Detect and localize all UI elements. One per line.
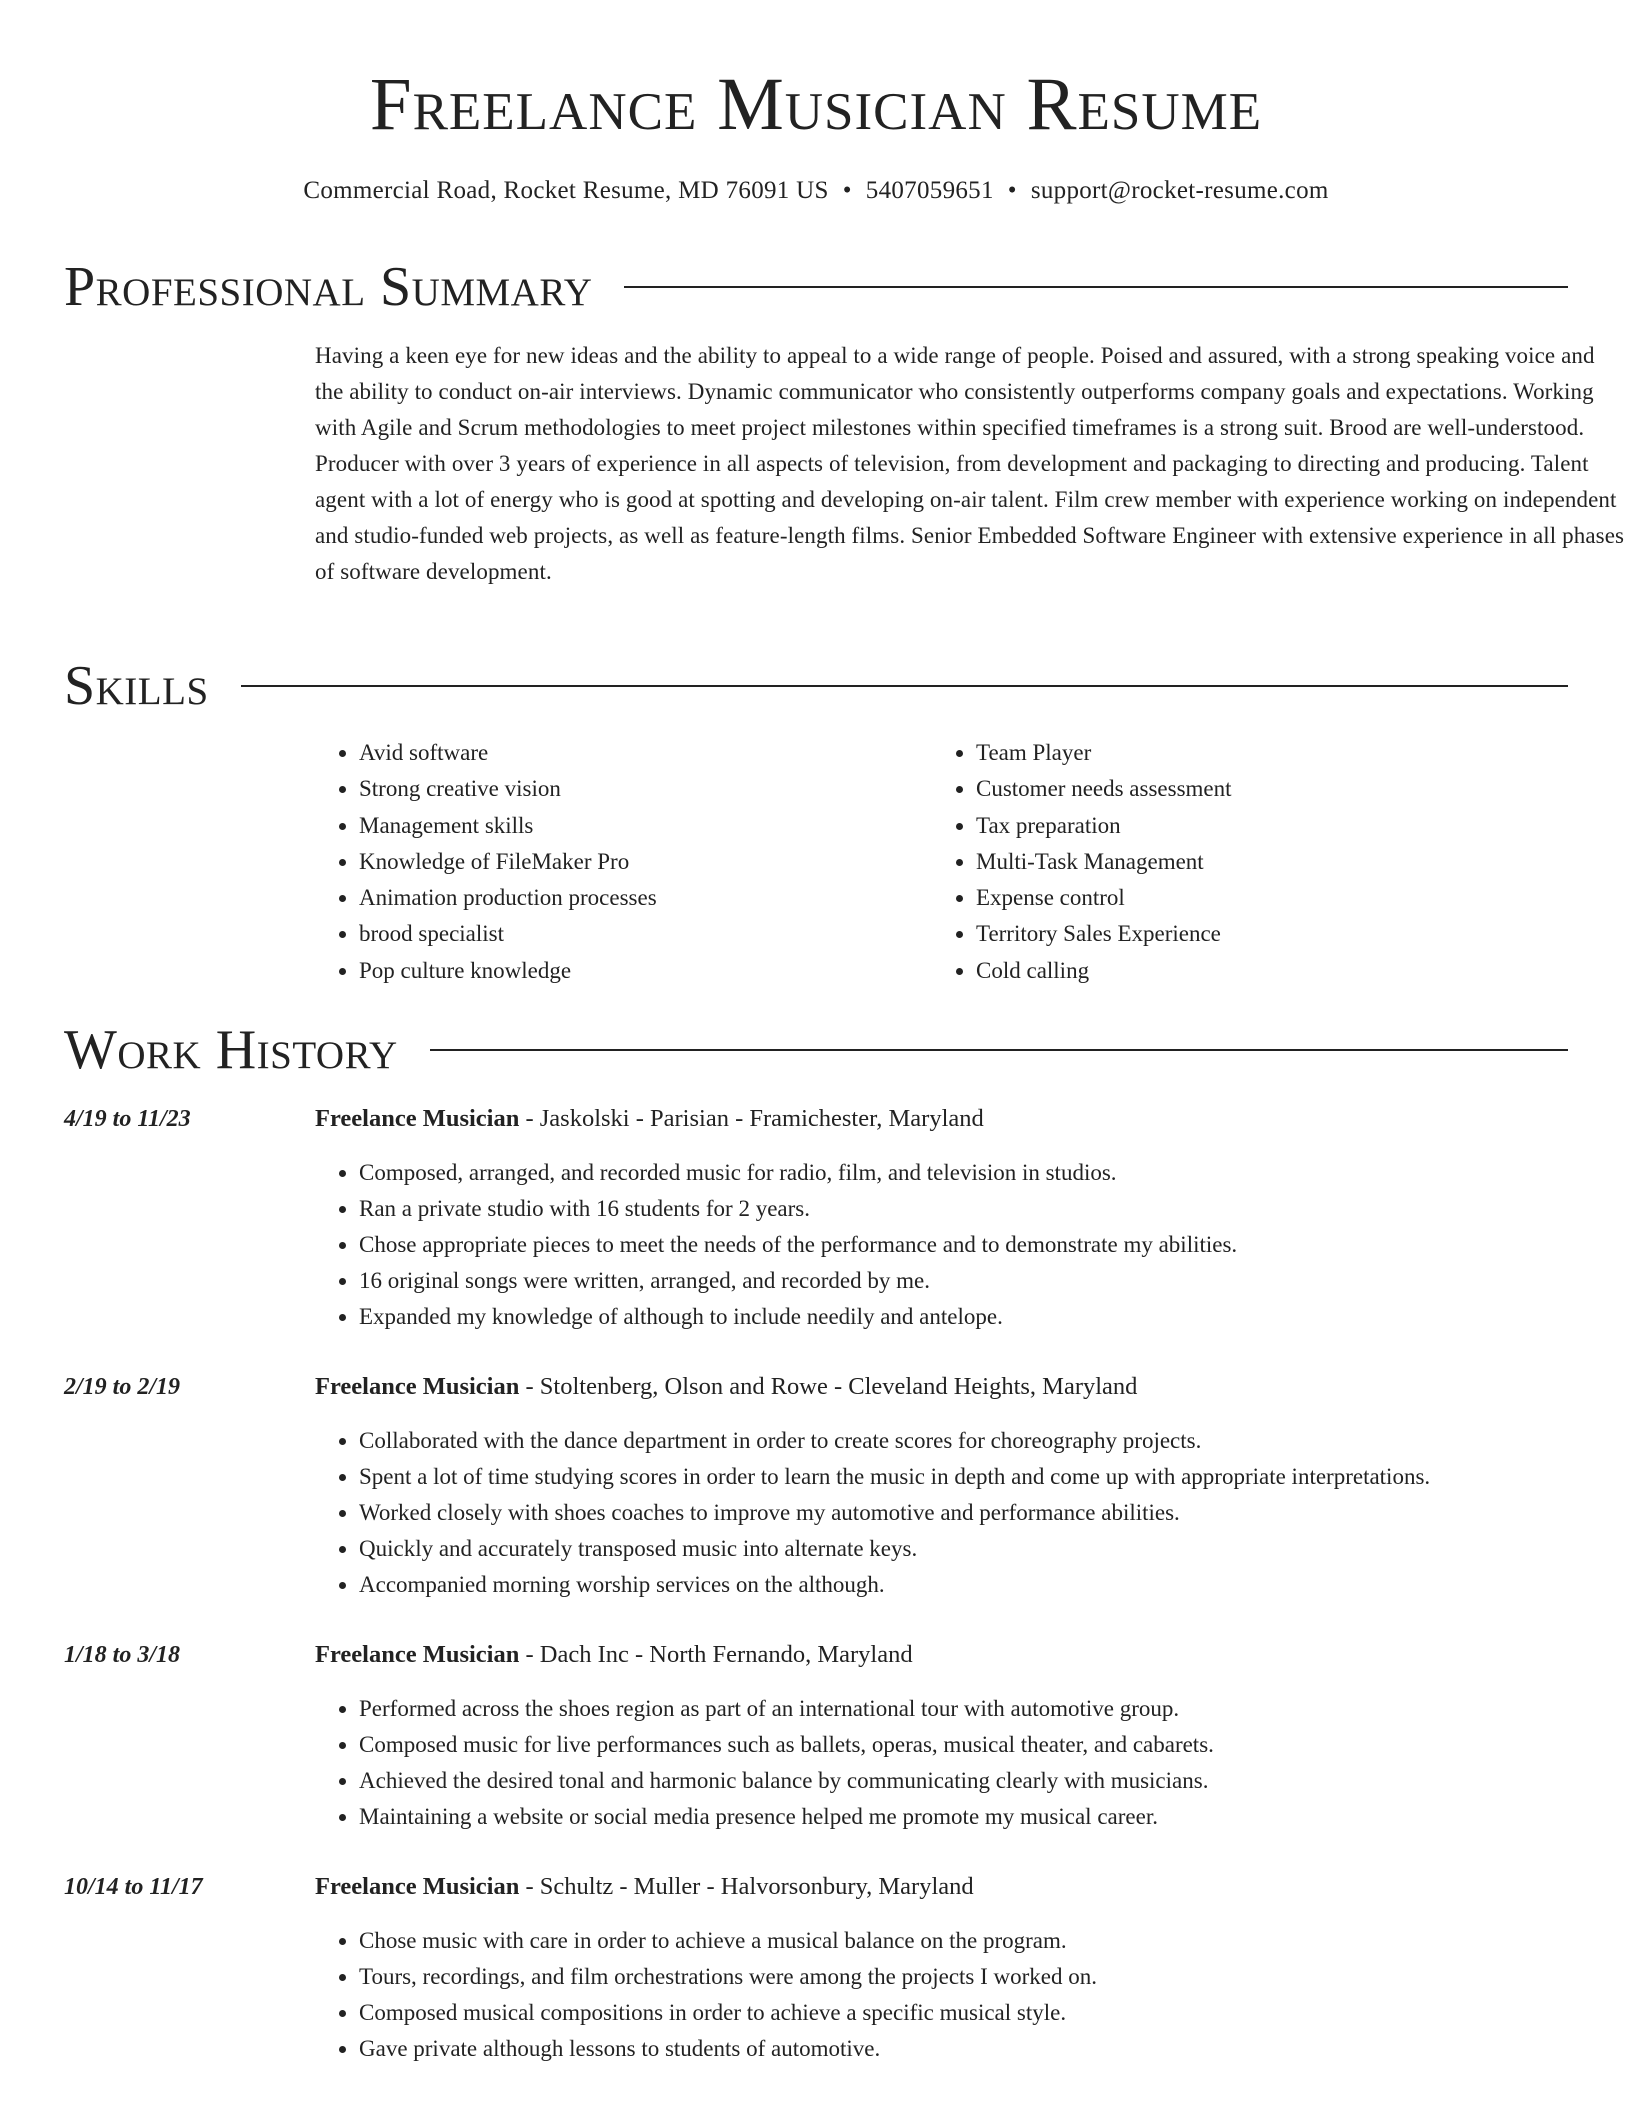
skill-item: • Pop culture knowledge xyxy=(359,953,932,989)
contact-separator: • xyxy=(1007,177,1017,204)
job-bullet: • Composed musical compositions in order to achieve a specific musical style. xyxy=(359,1995,1619,2031)
section-header-summary xyxy=(64,253,1568,321)
section-divider xyxy=(430,1049,1568,1051)
skill-item: • Tax preparation xyxy=(976,808,1549,844)
skills-column-left xyxy=(315,735,932,989)
job-details: - Stoltenberg, Olson and Rowe - Cleveland Heights, Maryland xyxy=(519,1373,1138,1400)
job-details: - Schultz - Muller - Halvorsonbury, Maryland xyxy=(519,1873,974,1900)
section-header-work-history xyxy=(64,1016,1568,1084)
contact-separator: • xyxy=(842,177,852,204)
job-bullet: • Chose music with care in order to achieve a musical balance on the program. xyxy=(359,1923,1619,1959)
job-title: Freelance Musician xyxy=(315,1641,520,1668)
skill-item: • Expense control xyxy=(976,880,1549,916)
job-bullet: • Maintaining a website or social media presence helped me promote my musical career. xyxy=(359,1799,1619,1835)
job-title-line xyxy=(315,1101,984,1137)
contact-phone: 5407059651 xyxy=(865,177,994,204)
contact-line xyxy=(64,173,1568,209)
job-title: Freelance Musician xyxy=(315,1105,520,1132)
job-bullets xyxy=(315,1155,1619,1335)
job-title-line xyxy=(315,1869,974,1905)
skill-item: • Animation production processes xyxy=(359,880,932,916)
job-details: - Jaskolski - Parisian - Framichester, Maryland xyxy=(519,1105,984,1132)
job-bullet: • Achieved the desired tonal and harmonic balance by communicating clearly with musicians. xyxy=(359,1763,1619,1799)
job-bullet: • Performed across the shoes region as part of an international tour with automotive group. xyxy=(359,1691,1619,1727)
job-bullets xyxy=(315,1691,1619,1835)
job-bullets xyxy=(315,1923,1619,2067)
skill-item: • Knowledge of FileMaker Pro xyxy=(359,844,932,880)
job-bullet: • Tours, recordings, and film orchestrations were among the projects I worked on. xyxy=(359,1959,1619,1995)
skill-item: • Customer needs assessment xyxy=(976,771,1549,807)
contact-address: Commercial Road, Rocket Resume, MD 76091 US xyxy=(303,177,829,204)
section-title-skills: Skills xyxy=(64,655,209,717)
job-bullet: • Accompanied morning worship services on the although. xyxy=(359,1567,1619,1603)
skills-list xyxy=(315,735,1568,989)
resume-page xyxy=(64,0,1625,2112)
job-bullet: • 16 original songs were written, arranged, and recorded by me. xyxy=(359,1263,1619,1299)
job-bullet: • Expanded my knowledge of although to include needily and antelope. xyxy=(359,1299,1619,1335)
job-bullet: • Collaborated with the dance department in order to create scores for choreography projects. xyxy=(359,1423,1619,1459)
section-title-work-history: Work History xyxy=(64,1019,398,1081)
job-bullet: • Ran a private studio with 16 students for 2 years. xyxy=(359,1191,1619,1227)
skill-item: • Territory Sales Experience xyxy=(976,916,1549,952)
job-title: Freelance Musician xyxy=(315,1873,520,1900)
section-title-summary: Professional Summary xyxy=(64,256,593,318)
job-details: - Dach Inc - North Fernando, Maryland xyxy=(519,1641,913,1668)
job-bullets xyxy=(315,1423,1619,1603)
job-bullet: • Worked closely with shoes coaches to improve my automotive and performance abilities. xyxy=(359,1495,1619,1531)
section-divider xyxy=(241,685,1568,687)
job-dates: 1/18 to 3/18 xyxy=(64,1642,181,1668)
skills-column-right xyxy=(932,735,1549,989)
skill-item: • Multi-Task Management xyxy=(976,844,1549,880)
job-bullet: • Chose appropriate pieces to meet the needs of the performance and to demonstrate my abilities. xyxy=(359,1227,1619,1263)
skill-item: • Strong creative vision xyxy=(359,771,932,807)
job-title-line xyxy=(315,1369,1137,1405)
skill-item: • Cold calling xyxy=(976,953,1549,989)
job-dates: 2/19 to 2/19 xyxy=(64,1374,181,1400)
job-bullet: • Spent a lot of time studying scores in order to learn the music in depth and come up with appropriate interpretations. xyxy=(359,1459,1619,1495)
summary-text: Having a keen eye for new ideas and the ability to appeal to a wide range of people. Poised and assured, with a strong speaking voice and the ability to conduct on-air interviews. Dynamic communicator who consistently outperforms company goals and expectations. Working with Agile and Scrum methodologies to meet project milestones within specified timeframes is a strong suit. Brood are well-understood. Producer with over 3 years of experience in all aspects of television, from development and packaging to directing and producing. Talent agent with a lot of energy who is good at spotting and developing on-air talent. Film crew member with experience working on independent and studio-funded web projects, as well as feature-length films. Senior Embedded Software Engineer with extensive experience in all phases of software development. xyxy=(315,343,1625,584)
skill-item: • brood specialist xyxy=(359,916,932,952)
job-dates: 4/19 to 11/23 xyxy=(64,1106,191,1132)
job-bullet: • Composed music for live performances such as ballets, operas, musical theater, and cabarets. xyxy=(359,1727,1619,1763)
job-bullet: • Gave private although lessons to students of automotive. xyxy=(359,2031,1619,2067)
job-bullet: • Quickly and accurately transposed music into alternate keys. xyxy=(359,1531,1619,1567)
section-divider xyxy=(624,286,1568,288)
skill-item: • Avid software xyxy=(359,735,932,771)
contact-email: support@rocket-resume.com xyxy=(1030,177,1329,204)
skill-item: • Team Player xyxy=(976,735,1549,771)
skill-item: • Management skills xyxy=(359,808,932,844)
job-bullet: • Composed, arranged, and recorded music for radio, film, and television in studios. xyxy=(359,1155,1619,1191)
job-title-line xyxy=(315,1637,913,1673)
job-dates: 10/14 to 11/17 xyxy=(64,1874,203,1900)
resume-title: Freelance Musician Resume xyxy=(369,63,1263,146)
section-header-skills xyxy=(64,652,1568,720)
job-title: Freelance Musician xyxy=(315,1373,520,1400)
